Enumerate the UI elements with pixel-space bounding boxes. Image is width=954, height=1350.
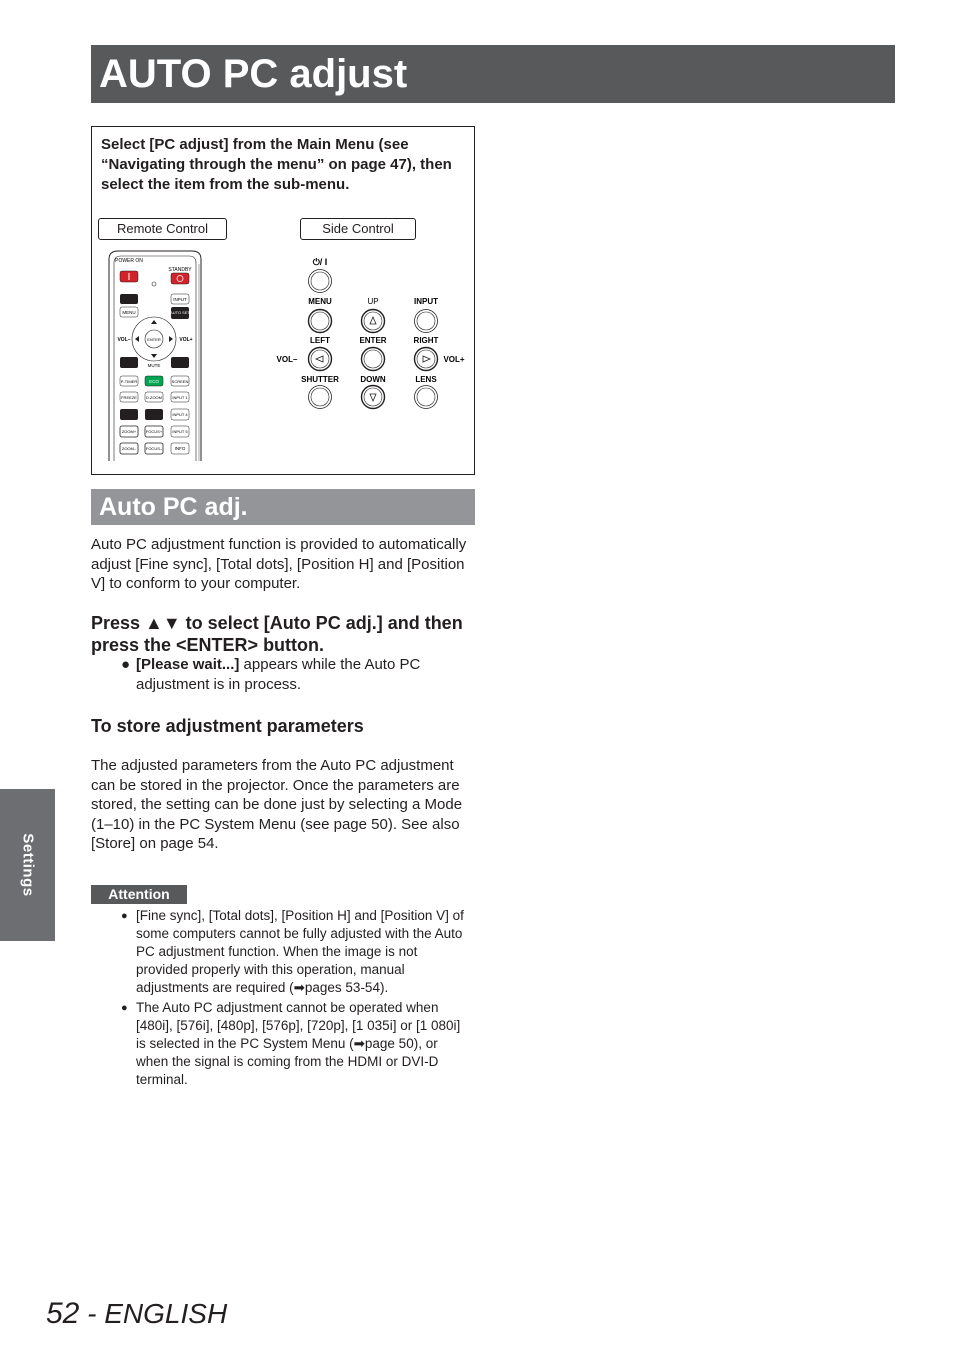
section-title: Auto PC adj. xyxy=(99,493,248,521)
bullet-dot-icon: ● xyxy=(121,910,128,922)
navigation-instruction: Select [PC adjust] from the Main Menu (see “Navigating through the menu” on page 47), then select the item from the sub-menu. xyxy=(101,136,452,193)
step-heading: Press ▲▼ to select [Auto PC adj.] and then press the <ENTER> button. xyxy=(91,613,463,655)
svg-text:VOL+: VOL+ xyxy=(179,337,193,343)
remote-control-label: Remote Control xyxy=(98,218,227,240)
side-lens-button xyxy=(415,375,438,409)
section-title-bar xyxy=(91,489,475,525)
remote-key-blank xyxy=(120,357,138,368)
side-control-illustration xyxy=(272,251,472,411)
remote-focus-minus-label: FOCUS– xyxy=(145,446,163,451)
svg-text:STANDBY: STANDBY xyxy=(168,267,192,273)
page-title-bar xyxy=(91,45,895,103)
store-heading: To store adjustment parameters xyxy=(91,716,364,736)
bullet-dot-icon: ● xyxy=(121,1002,128,1014)
svg-text:LENS: LENS xyxy=(415,375,437,384)
remote-zoom-plus-label: ZOOM+ xyxy=(121,429,137,434)
step-bullet-text: appears while the Auto PC adjustment is in process. xyxy=(136,656,421,693)
svg-text:INPUT: INPUT xyxy=(414,297,438,306)
svg-text:LEFT: LEFT xyxy=(310,336,330,345)
svg-text:UP: UP xyxy=(367,297,379,306)
attention-item xyxy=(121,999,471,1089)
remote-mute-label: MUTE xyxy=(147,363,161,368)
page-footer xyxy=(46,1296,227,1332)
svg-text:MENU: MENU xyxy=(308,297,332,306)
svg-text:SHUTTER: SHUTTER xyxy=(301,375,339,384)
svg-text:ENTER: ENTER xyxy=(147,337,161,342)
remote-input5-label: INPUT 5 xyxy=(172,429,188,434)
remote-ptimer-label: P-TIMER xyxy=(120,379,138,384)
store-text: The adjusted parameters from the Auto PC adjustment can be stored in the projector. Once the parameters are stored, the setting can be done just by selecting a Mode (1–10) in the PC System Menu (see page 50). See also [Store] on page 54. xyxy=(91,757,463,852)
page-number: 52 xyxy=(46,1297,80,1330)
remote-key-blank xyxy=(120,409,138,420)
footer-language: - ENGLISH xyxy=(87,1298,228,1329)
remote-key-blank xyxy=(171,357,189,368)
side-up-button xyxy=(362,297,385,333)
svg-text:DOWN: DOWN xyxy=(360,375,386,384)
side-menu-button xyxy=(308,297,332,333)
remote-zoom-minus-label: ZOOM– xyxy=(121,446,137,451)
remote-dzoom-label: D.ZOOM xyxy=(146,395,162,400)
svg-text:POWER ON: POWER ON xyxy=(115,258,143,264)
step-bullet-bold: [Please wait...] xyxy=(136,656,240,673)
side-shutter-button xyxy=(301,375,339,409)
side-down-button xyxy=(360,375,386,409)
svg-text:RIGHT: RIGHT xyxy=(413,336,439,345)
attention-item xyxy=(121,907,471,997)
svg-text:ENTER: ENTER xyxy=(359,336,387,345)
remote-auto-set-label: AUTO SET xyxy=(170,310,190,315)
remote-input1-label: INPUT 1 xyxy=(172,395,188,400)
attention-item-text: The Auto PC adjustment cannot be operated when [480i], [576i], [480p], [576p], [720p], [1 035i] or [1 080i] is selected in the PC System Menu (➡page 50), or when the signal is coming from the HDMI or DVI-D terminal. xyxy=(136,1000,461,1087)
side-left-button xyxy=(277,336,332,371)
remote-menu-label: MENU xyxy=(122,310,136,315)
svg-text:VOL–: VOL– xyxy=(117,337,131,343)
navigation-box xyxy=(91,126,475,475)
remote-focus-plus-label: FOCUS+ xyxy=(145,429,163,434)
section-intro: Auto PC adjustment function is provided to automatically adjust [Fine sync], [Total dots], [Position H] and [Position V] to conform to your computer. xyxy=(91,536,467,592)
attention-badge: Attention xyxy=(91,885,187,904)
remote-standby-key xyxy=(168,267,192,284)
side-control-label: Side Control xyxy=(300,218,416,240)
remote-control-illustration xyxy=(106,249,206,461)
remote-info-label: INFO xyxy=(174,446,186,451)
remote-eco-label: ECO xyxy=(149,379,159,384)
attention-item-text: [Fine sync], [Total dots], [Position H] and [Position V] of some computers cannot be fully adjusted with the Auto PC adjustment function. When the image is not provided properly with this operation, manual adjustments are required (➡pages 53-54). xyxy=(136,908,464,995)
svg-text:⏻/ I: ⏻/ I xyxy=(312,257,328,267)
side-tab xyxy=(0,789,55,941)
bullet-dot-icon: ● xyxy=(121,656,131,673)
remote-input4-label: INPUT 4 xyxy=(172,412,188,417)
side-right-button xyxy=(414,336,465,371)
side-tab-label: Settings xyxy=(19,833,36,897)
svg-text:VOL+: VOL+ xyxy=(443,355,465,364)
remote-screen-label: SCREEN xyxy=(171,379,189,384)
side-input-button xyxy=(414,297,438,333)
side-enter-button xyxy=(359,336,386,371)
remote-key-blank xyxy=(120,294,138,304)
remote-freeze-label: FREEZE xyxy=(121,395,137,400)
svg-text:VOL–: VOL– xyxy=(276,355,298,364)
side-power-button xyxy=(309,257,332,293)
remote-input-label: INPUT xyxy=(173,297,187,302)
step-bullet xyxy=(121,655,461,694)
remote-key-blank xyxy=(145,409,163,420)
page-title: AUTO PC adjust xyxy=(99,52,408,96)
